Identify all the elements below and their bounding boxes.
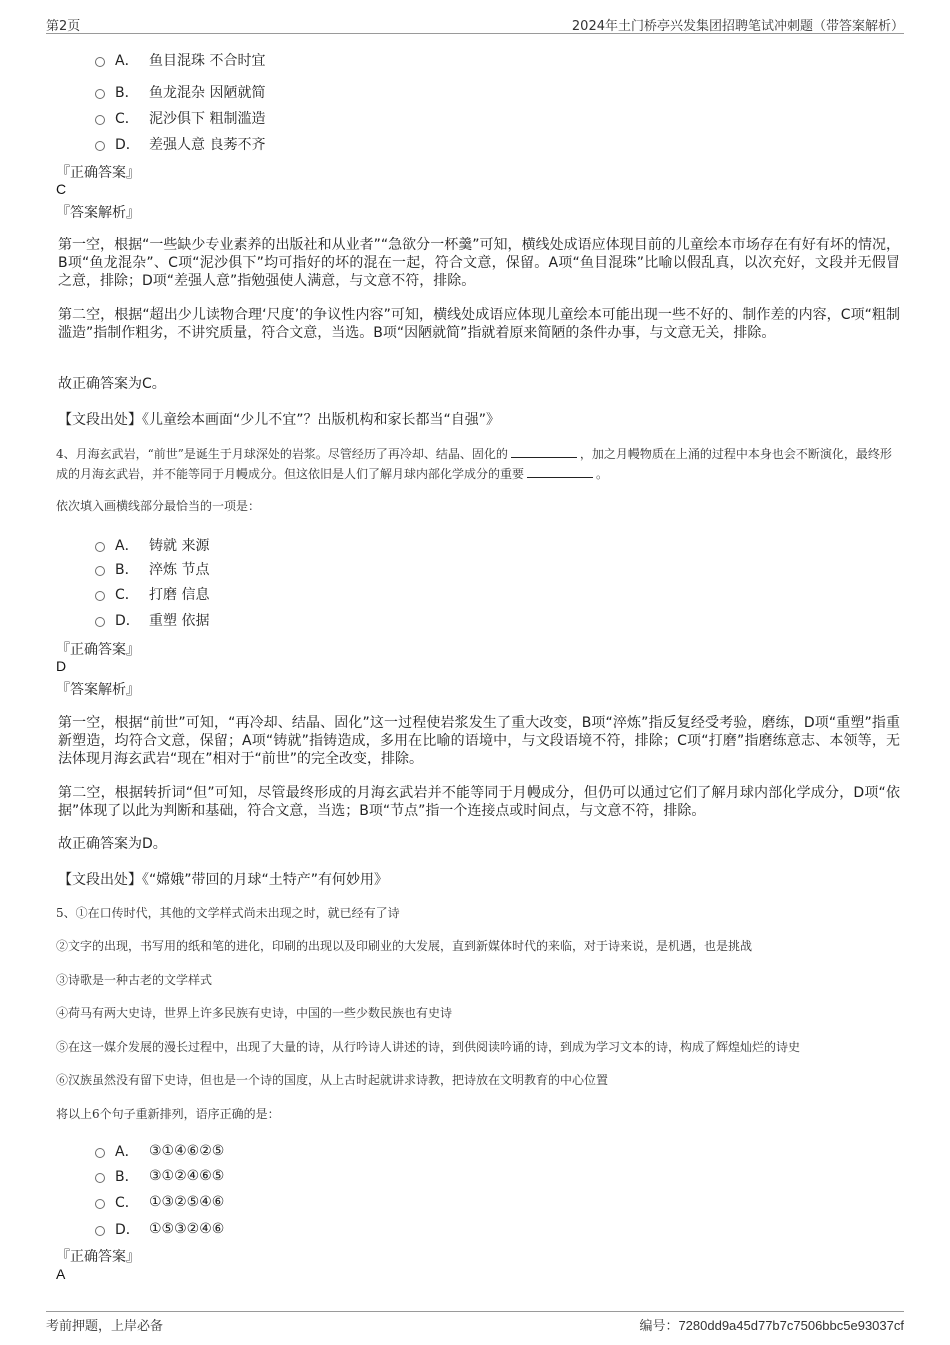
q5-sentence-5: ⑤在这一媒介发展的漫长过程中，出现了大量的诗，从行吟诗人讲述的诗，到供阅读吟诵的诗，到成为学习文本的诗，构成了辉煌灿烂的诗史	[56, 1040, 801, 1054]
q3-analysis-3: 故正确答案为C。	[58, 376, 166, 392]
radio-icon[interactable]	[95, 1148, 105, 1158]
answer-label: 『正确答案』	[56, 165, 140, 181]
q5-option-a[interactable]: A． ③①④⑥②⑤	[95, 1141, 224, 1161]
radio-icon[interactable]	[95, 566, 105, 576]
q3-option-b[interactable]: B． 鱼龙混杂 因陋就简	[95, 82, 265, 102]
q5-sentence-3: ③诗歌是一种古老的文学样式	[56, 973, 213, 987]
page-header	[46, 13, 904, 34]
q5-option-c[interactable]: C． ①③②⑤④⑥	[95, 1192, 224, 1212]
q4-option-b[interactable]: B． 淬炼 节点	[95, 559, 209, 579]
q3-analysis-2: 第二空，根据“超出少儿读物合理‘尺度’的争议性内容”可知，横线处成语应体现儿童绘本可能出现一些不好的、制作差的内容，C项“粗制滥造”指制作粗劣，不讲究质量，符合文意，当选。B项“因陋就简”指就着原来简陋的条件办事，与文意无关，排除。	[58, 307, 900, 341]
q4-analysis-3: 故正确答案为D。	[58, 836, 167, 852]
fill-blank	[511, 447, 577, 458]
radio-icon[interactable]	[95, 115, 105, 125]
q4-option-c[interactable]: C． 打磨 信息	[95, 584, 209, 604]
q4-option-a[interactable]: A． 铸就 来源	[95, 535, 209, 555]
answer-label: 『正确答案』	[56, 642, 140, 658]
q3-answer: C	[56, 181, 67, 197]
radio-icon[interactable]	[95, 591, 105, 601]
q4-option-d[interactable]: D． 重塑 依据	[95, 610, 209, 630]
q3-analysis-1: 第一空，根据“一些缺少专业素养的出版社和从业者”“急欲分一杯羹”可知，横线处成语应体现目前的儿童绘本市场存在有好有坏的情况，B项“鱼龙混杂”、C项“泥沙俱下”均可指好的坏的混在一起，符合文意，保留。A项“鱼目混珠”比喻以假乱真，以次充好，文段并无假冒之意，排除；D项“差强人意”指勉强使人满意，与文意不符，排除。	[58, 237, 900, 289]
page-number: 第2页	[46, 19, 81, 34]
q3-option-d[interactable]: D． 差强人意 良莠不齐	[95, 134, 265, 154]
answer-label: 『正确答案』	[56, 1249, 140, 1265]
radio-icon[interactable]	[95, 617, 105, 627]
q3-option-c[interactable]: C． 泥沙俱下 粗制滥造	[95, 108, 265, 128]
fill-blank	[527, 467, 593, 478]
radio-icon[interactable]	[95, 89, 105, 99]
q5-sentence-1: 5、①在口传时代，其他的文学样式尚未出现之时，就已经有了诗	[56, 906, 400, 920]
q3-option-a[interactable]: A． 鱼目混珠 不合时宜	[95, 50, 265, 70]
radio-icon[interactable]	[95, 542, 105, 552]
q5-prompt: 将以上6个句子重新排列，语序正确的是：	[56, 1107, 280, 1121]
document-title: 2024年土门桥亭兴发集团招聘笔试冲刺题（带答案解析）	[571, 19, 904, 34]
q5-sentence-4: ④荷马有两大史诗，世界上许多民族有史诗，中国的一些少数民族也有史诗	[56, 1006, 453, 1020]
analysis-label: 『答案解析』	[56, 682, 140, 698]
page-footer	[46, 1311, 904, 1337]
radio-icon[interactable]	[95, 57, 105, 67]
q4-stem: 4、月海玄武岩，“前世”是诞生于月球深处的岩浆。尽管经历了再冷却、结晶、固化的 ，加之月幔物质在上涌的过程中本身也会不断演化，最终形成的月海玄武岩，并不能等同于月幔成分。但这依旧是人们了解月球内部化学成分的重要 。	[56, 447, 892, 481]
radio-icon[interactable]	[95, 1199, 105, 1209]
q5-option-d[interactable]: D． ①⑤③②④⑥	[95, 1219, 224, 1239]
q4-answer: D	[56, 658, 67, 674]
radio-icon[interactable]	[95, 1173, 105, 1183]
footer-slogan: 考前押题，上岸必备	[46, 1319, 164, 1334]
q4-prompt: 依次填入画横线部分最恰当的一项是：	[56, 499, 261, 513]
analysis-label: 『答案解析』	[56, 205, 140, 221]
q5-option-b[interactable]: B． ③①②④⑥⑤	[95, 1166, 224, 1186]
q3-source: 【文段出处】《儿童绘本画面“少儿不宜”？出版机构和家长都当“自强”》	[58, 412, 501, 428]
radio-icon[interactable]	[95, 1226, 105, 1236]
q5-sentence-2: ②文字的出现，书写用的纸和笔的进化，印刷的出现以及印刷业的大发展，直到新媒体时代的来临，对于诗来说，是机遇，也是挑战	[56, 939, 753, 953]
q5-answer: A	[56, 1266, 66, 1282]
q4-analysis-1: 第一空，根据“前世”可知，“再冷却、结晶、固化”这一过程使岩浆发生了重大改变，B项“淬炼”指反复经受考验，磨练，D项“重塑”指重新塑造，均符合文意，保留；A项“铸就”指铸造成，多用在比喻的语境中，与文段语境不符，排除；C项“打磨”指磨练意志、本领等，无法体现月海玄武岩“现在”相对于“前世”的完全改变，排除。	[58, 715, 900, 767]
q5-sentence-6: ⑥汉族虽然没有留下史诗，但也是一个诗的国度，从上古时起就讲求诗教，把诗放在文明教育的中心位置	[56, 1073, 609, 1087]
radio-icon[interactable]	[95, 141, 105, 151]
document-id: 编号：7280dd9a45d77b7c7506bbc5e93037cf	[639, 1318, 904, 1333]
q4-analysis-2: 第二空，根据转折词“但”可知，尽管最终形成的月海玄武岩并不能等同于月幔成分，但仍可以通过它们了解月球内部化学成分，D项“依据”体现了以此为判断和基础，符合文意，当选；B项“节点”指一个连接点或时间点，与文意不符，排除。	[58, 785, 900, 819]
q4-source: 【文段出处】《“嫦娥”带回的月球“土特产”有何妙用》	[58, 872, 389, 888]
